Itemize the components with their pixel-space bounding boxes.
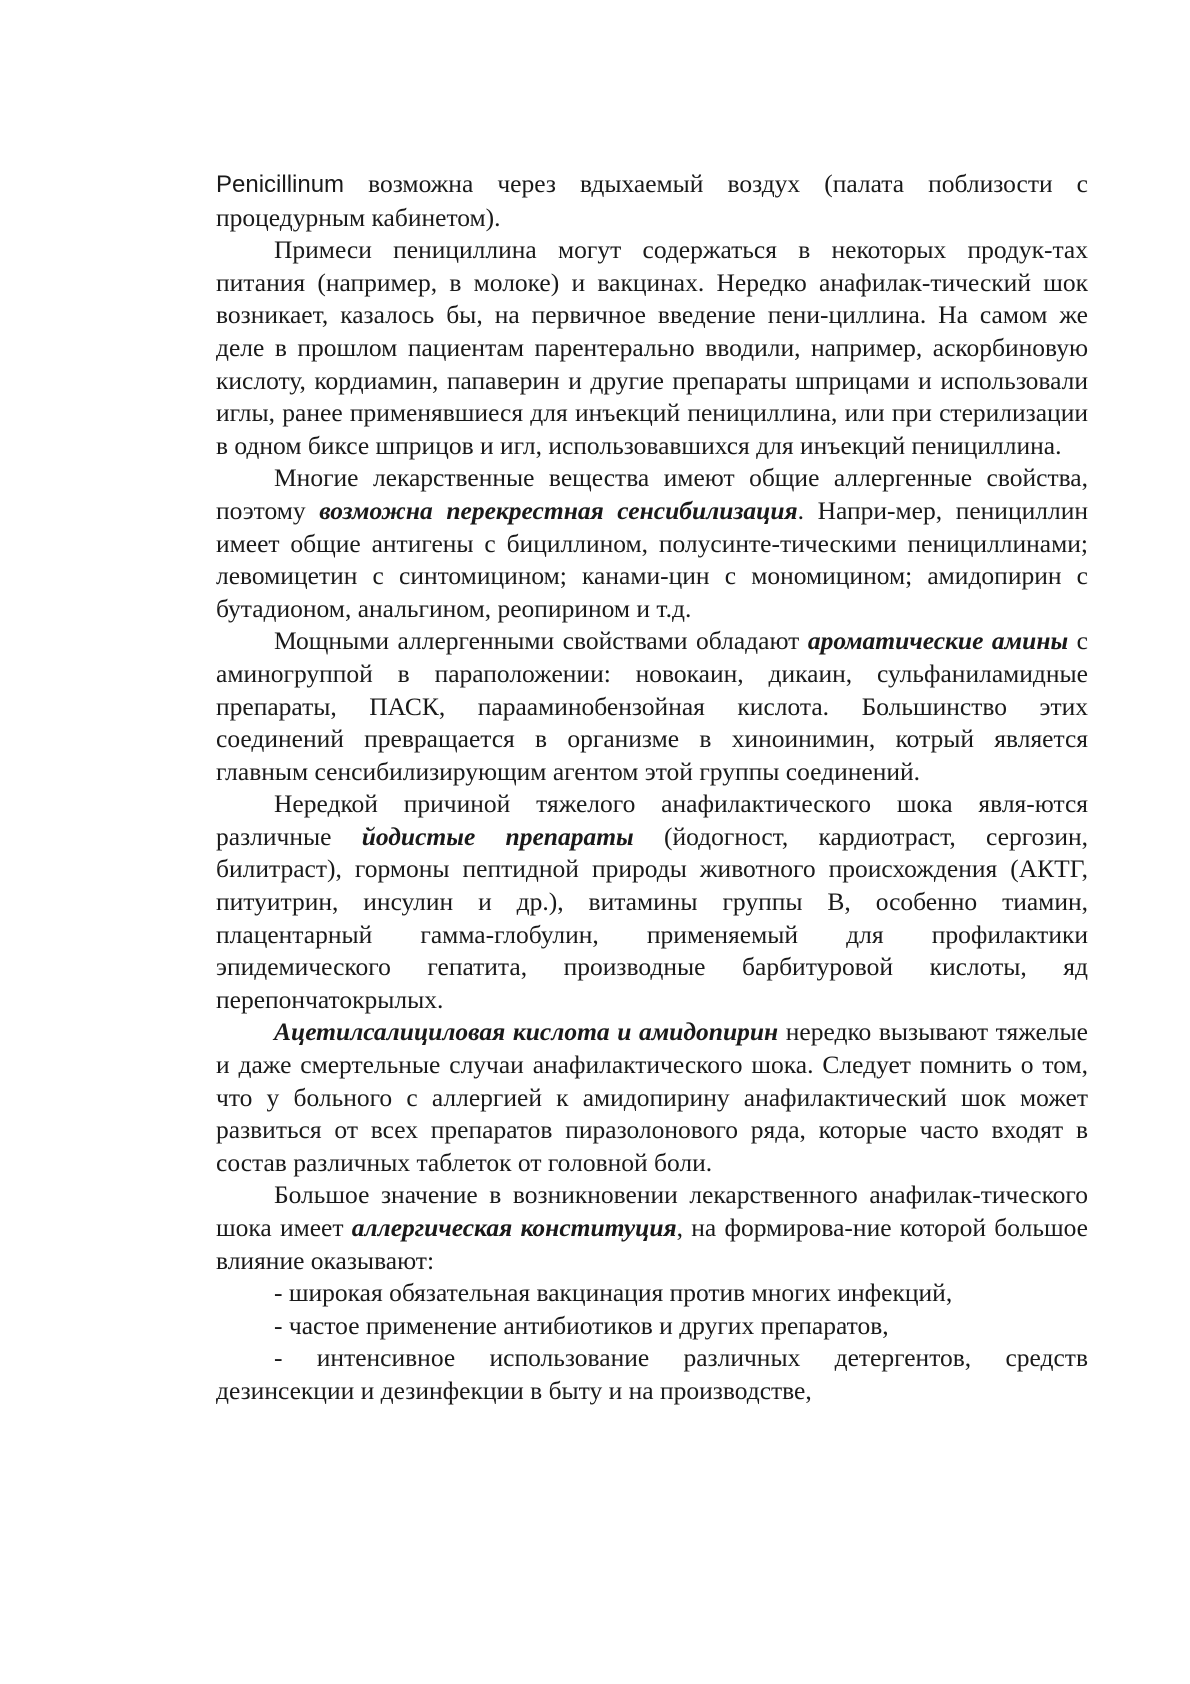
- list-item: - широкая обязательная вакцинация против многих инфекций,: [274, 1278, 953, 1308]
- latin-term: Penicillinum: [216, 171, 345, 198]
- paragraph-text: нередко вызывают тяжелые и даже смертельные случаи анафилактического шока. Следует помнить о том, что у больного с аллергией к амидопирину анафилактический шок может развиться от всех препаратов пиразолонового ряда, которые часто входят в состав различных таблеток от головной боли.: [216, 1017, 1088, 1177]
- list-item: - частое применение антибиотиков и других препаратов,: [274, 1310, 889, 1340]
- paragraph-1: [216, 168, 1088, 234]
- emphasized-term: возможна перекрестная сенсибилизация: [319, 495, 798, 525]
- emphasized-term: аллергическая конституция: [351, 1213, 677, 1242]
- paragraph-6: [216, 1016, 1088, 1179]
- paragraph-text: Многие лекарственные вещества имеют общие аллергенные свойства, поэтому: [216, 463, 1088, 525]
- paragraph-text: . Напри-мер, пенициллин имеет общие антигены с бициллином, полусинте-тическими пенициллинами; левомицетин с синтомицином; канами-цин с мономицином; амидопирин с бутадионом, анальгином, реопирином и т.д.: [216, 495, 1088, 623]
- paragraph-text: Мощными аллергенными свойствами обладают: [274, 626, 808, 656]
- paragraph-text: возможна через вдыхаемый воздух (палата поблизости с процедурным кабинетом).: [216, 169, 1088, 232]
- paragraph-text: с аминогруппой в параположении: новокаин, дикаин, сульфаниламидные препараты, ПАСК, парааминобензойная кислота. Большинство этих соединений превращается в организме в хиноинимин, котрый является главным сенсибилизирующим агентом этой группы соединений.: [216, 626, 1089, 786]
- paragraph-text: , на формирова-ние которой большое влияние оказывают:: [216, 1213, 1088, 1275]
- emphasized-term: Ацетилсалициловая кислота и амидопирин: [274, 1017, 779, 1047]
- paragraph-2: [216, 234, 1088, 462]
- paragraph-text: Большое значение в возникновении лекарственного анафилак-тического шока имеет: [216, 1180, 1088, 1242]
- document-page: [216, 168, 1088, 1408]
- paragraph-7: [216, 1179, 1088, 1277]
- paragraph-text: Примеси пенициллина могут содержаться в некоторых продук-тах питания (например, в молоке) и вакцинах. Нередко анафилак-тический шок возникает, казалось бы, на первичное введение пени-циллина. На самом же деле в прошлом пациентам парентерально вводили, например, аскорбиновую кислоту, кордиамин, папаверин и другие препараты шприцами и использовали иглы, ранее применявшиеся для инъекций пенициллина, или при стерилизации в одном биксе шприцов и игл, использовавшихся для инъекций пенициллина.: [216, 235, 1088, 460]
- paragraph-text: (йодогност, кардиотраст, сергозин, билитраст), гормоны пептидной природы животного происхождения (АКТГ, питуитрин, инсулин и др.), витамины группы В, особенно тиамин, плацентарный гамма-глобулин, применяемый для профилактики эпидемического гепатита, производные барбитуровой кислоты, яд перепончатокрылых.: [216, 821, 1089, 1014]
- emphasized-term: йодистые препараты: [361, 821, 634, 851]
- emphasized-term: ароматические амины: [807, 626, 1069, 656]
- paragraph-4: [216, 625, 1088, 788]
- paragraph-text: Нередкой причиной тяжелого анафилактического шока явля-ются различные: [216, 789, 1088, 851]
- paragraph-3: [216, 462, 1088, 625]
- paragraph-5: [216, 788, 1088, 1016]
- list-item: - интенсивное использование различных детергентов, средств дезинсекции и дезинфекции в быту и на производстве,: [216, 1343, 1088, 1405]
